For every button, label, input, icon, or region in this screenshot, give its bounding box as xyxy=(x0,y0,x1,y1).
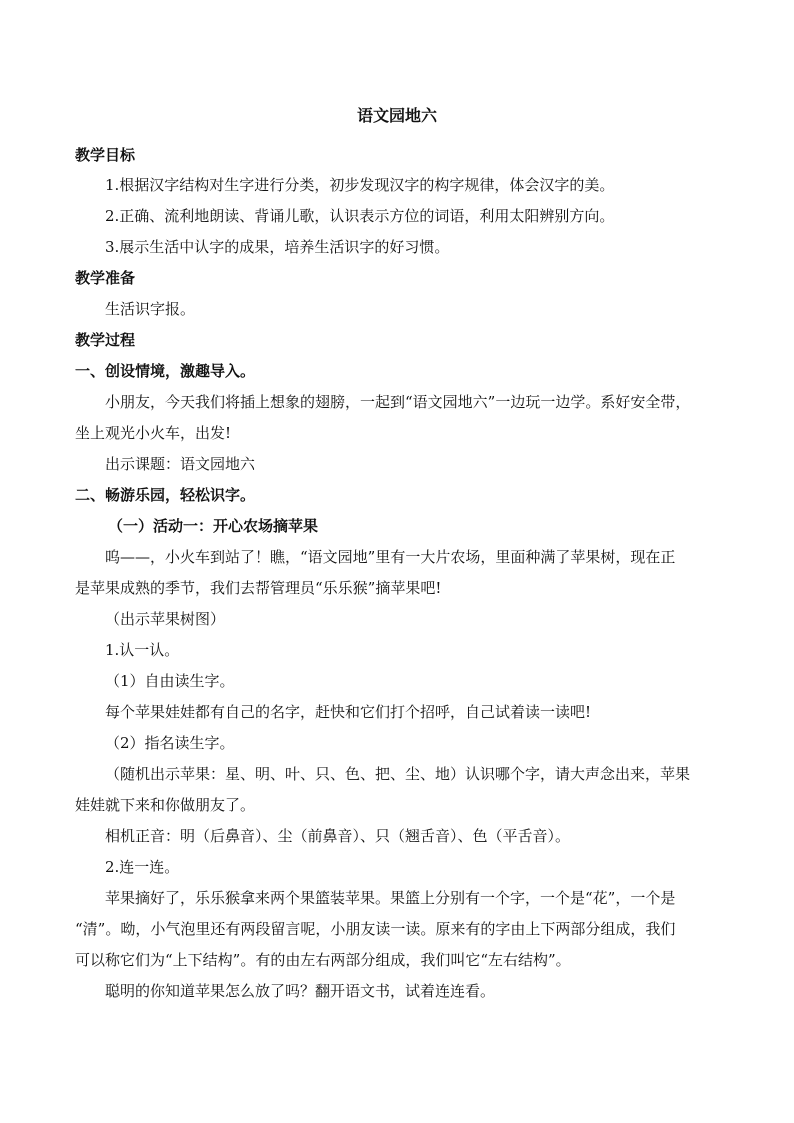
heading-teaching-goals: 教学目标 xyxy=(75,146,136,164)
paragraph-line: 每个苹果娃娃都有自己的名字，赶快和它们打个招呼，自己试着读一读吧! xyxy=(105,703,592,721)
prep-text: 生活识字报。 xyxy=(105,300,196,318)
paragraph-line: 苹果摘好了，乐乐猴拿来两个果篮装苹果。果篮上分别有一个字，一个是“花”，一个是 xyxy=(105,889,676,907)
heading-teaching-process: 教学过程 xyxy=(75,331,136,349)
section-two-heading: 二、畅游乐园，轻松识字。 xyxy=(75,486,256,504)
paragraph-line: 娃娃就下来和你做朋友了。 xyxy=(75,796,256,814)
goal-3: 3.展示生活中认字的成果，培养生活识字的好习惯。 xyxy=(105,238,450,256)
activity-one-heading: （一）活动一：开心农场摘苹果 xyxy=(108,517,319,535)
paragraph-line: 聪明的你知道苹果怎么放了吗？翻开语文书，试着连连看。 xyxy=(105,982,496,1000)
paragraph-line: 是苹果成熟的季节，我们去帮管理员“乐乐猴”摘苹果吧! xyxy=(75,579,442,597)
substep-line: （1）自由读生字。 xyxy=(105,672,235,690)
step-heading: 1.认一认。 xyxy=(105,641,180,659)
step-heading: 2.连一连。 xyxy=(105,858,180,876)
paragraph-line: 相机正音：明（后鼻音）、尘（前鼻音）、只（翘舌音）、色（平舌音）。 xyxy=(105,827,571,845)
goal-2: 2.正确、流利地朗读、背诵儿歌，认识表示方位的词语，利用太阳辨别方向。 xyxy=(105,207,615,225)
paragraph-line: 可以称它们为“上下结构”。有的由左右两部分组成，我们叫它“左右结构”。 xyxy=(75,951,571,969)
paragraph-line: 坐上观光小火车，出发! xyxy=(75,424,232,442)
heading-teaching-prep: 教学准备 xyxy=(75,269,136,287)
show-topic-line: 出示课题：语文园地六 xyxy=(105,455,256,473)
paragraph-line: “清”。呦，小气泡里还有两段留言呢，小朋友读一读。原来有的字由上下两部分组成，我们 xyxy=(75,920,676,938)
section-one-heading: 一、创设情境，激趣导入。 xyxy=(75,362,256,380)
page-title: 语文园地六 xyxy=(356,106,437,125)
substep-line: （2）指名读生字。 xyxy=(105,734,235,752)
paragraph-line: 呜——，小火车到站了！瞧，“语文园地”里有一大片农场，里面种满了苹果树，现在正 xyxy=(105,548,676,566)
paragraph-line: （随机出示苹果：星、明、叶、只、色、把、尘、地）认识哪个字，请大声念出来，苹果 xyxy=(105,765,691,783)
paragraph-line: 小朋友，今天我们将插上想象的翅膀，一起到“语文园地六”一边玩一边学。系好安全带， xyxy=(105,393,691,411)
paragraph-line: （出示苹果树图） xyxy=(105,610,226,628)
goal-1: 1.根据汉字结构对生字进行分类，初步发现汉字的构字规律，体会汉字的美。 xyxy=(105,176,615,194)
